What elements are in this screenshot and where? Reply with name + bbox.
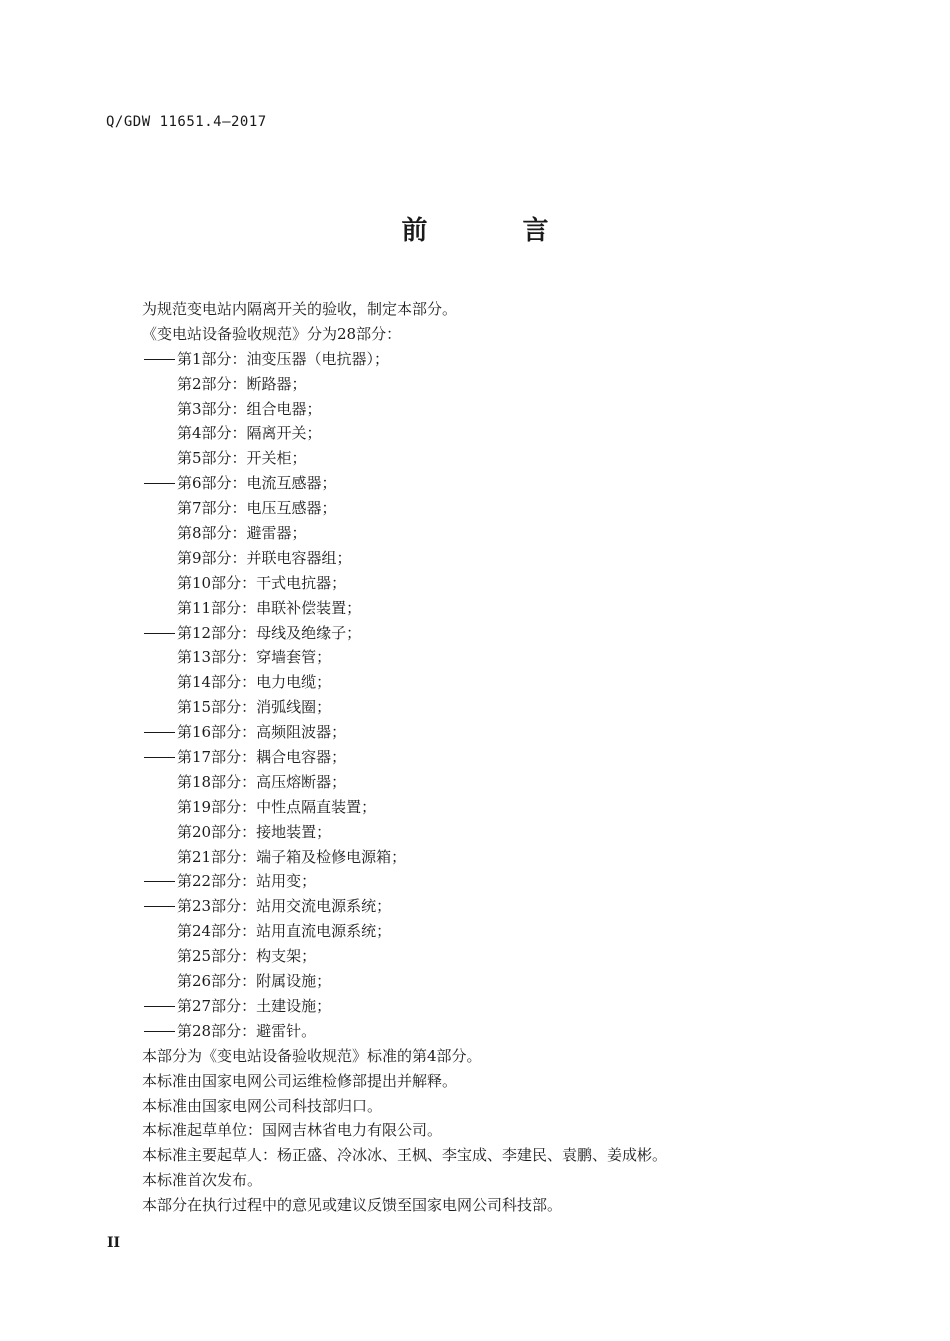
part-label: 第20部分：接地装置； [177,822,332,841]
list-item [142,969,842,994]
part-label: 第15部分：消弧线圈； [177,698,332,717]
closing-line: 本标准由国家电网公司科技部归口。 [142,1096,383,1115]
list-item [142,820,842,845]
list-item [142,720,842,745]
page-title: 前言 [401,216,644,246]
list-item [142,894,842,919]
part-label: 第19部分：中性点隔直装置； [177,797,377,816]
part-label: 第22部分：站用变； [177,872,317,891]
list-item [142,621,842,646]
list-item [142,745,842,770]
list-item [142,496,842,521]
part-label: 第10部分：干式电抗器； [177,573,347,592]
part-label: 第12部分：母线及绝缘子； [177,623,362,642]
list-item [142,994,842,1019]
list-item [142,571,842,596]
part-label: 第21部分：端子箱及检修电源箱； [177,847,407,866]
list-item [142,521,842,546]
part-label: 第5部分：开关柜； [177,449,307,468]
list-item [142,446,842,471]
intro-line: 《变电站设备验收规范》分为28部分： [142,324,402,343]
closing-line: 本标准主要起草人：杨正盛、冷冰冰、王枫、李宝成、李建民、袁鹏、姜成彬。 [142,1146,668,1165]
intro-line: 为规范变电站内隔离开关的验收，制定本部分。 [142,300,458,318]
closing-line: 本标准首次发布。 [142,1171,263,1190]
standard-code: Q/GDW 11651.4—2017 [106,114,267,130]
list-item [142,372,842,397]
part-label: 第28部分：避雷针。 [177,1021,317,1040]
part-label: 第2部分：断路器； [177,374,307,393]
list-item [142,347,842,372]
foreword-body [142,297,842,1218]
list-item [142,670,842,695]
part-label: 第13部分：穿墙套管； [177,648,332,667]
part-label: 第9部分：并联电容器组； [177,548,352,567]
part-label: 第17部分：耦合电容器； [177,748,347,767]
part-label: 第27部分：土建设施； [177,996,332,1015]
list-item [142,845,842,870]
list-item [142,1019,842,1044]
part-label: 第24部分：站用直流电源系统； [177,922,392,941]
part-label: 第14部分：电力电缆； [177,673,332,692]
part-label: 第23部分：站用交流电源系统； [177,897,392,916]
list-item [142,546,842,571]
intro-section [142,297,842,347]
list-item [142,421,842,446]
part-label: 第4部分：隔离开关； [177,424,322,443]
list-item [142,695,842,720]
list-item [142,645,842,670]
closing-line: 本部分在执行过程中的意见或建议反馈至国家电网公司科技部。 [142,1196,563,1215]
part-label: 第6部分：电流互感器； [177,474,337,493]
part-label: 第25部分：构支架； [177,947,317,966]
parts-list [142,347,842,1044]
part-label: 第16部分：高频阻波器； [177,723,347,742]
part-label: 第26部分：附属设施； [177,972,332,991]
list-item [142,795,842,820]
list-item [142,944,842,969]
closing-section [142,1044,842,1218]
list-item [142,471,842,496]
closing-line: 本标准由国家电网公司运维检修部提出并解释。 [142,1071,458,1090]
list-item [142,397,842,422]
list-item [142,919,842,944]
part-label: 第1部分：油变压器（电抗器）； [177,349,390,368]
list-item [142,770,842,795]
list-item [142,869,842,894]
part-label: 第7部分：电压互感器； [177,499,337,518]
part-label: 第11部分：串联补偿装置； [177,598,362,617]
part-label: 第18部分：高压熔断器； [177,772,347,791]
page-number: II [107,1235,121,1251]
part-label: 第3部分：组合电器； [177,399,322,418]
list-item [142,596,842,621]
part-label: 第8部分：避雷器； [177,524,307,543]
closing-line: 本标准起草单位：国网吉林省电力有限公司。 [142,1121,443,1140]
closing-line: 本部分为《变电站设备验收规范》标准的第4部分。 [142,1046,482,1065]
